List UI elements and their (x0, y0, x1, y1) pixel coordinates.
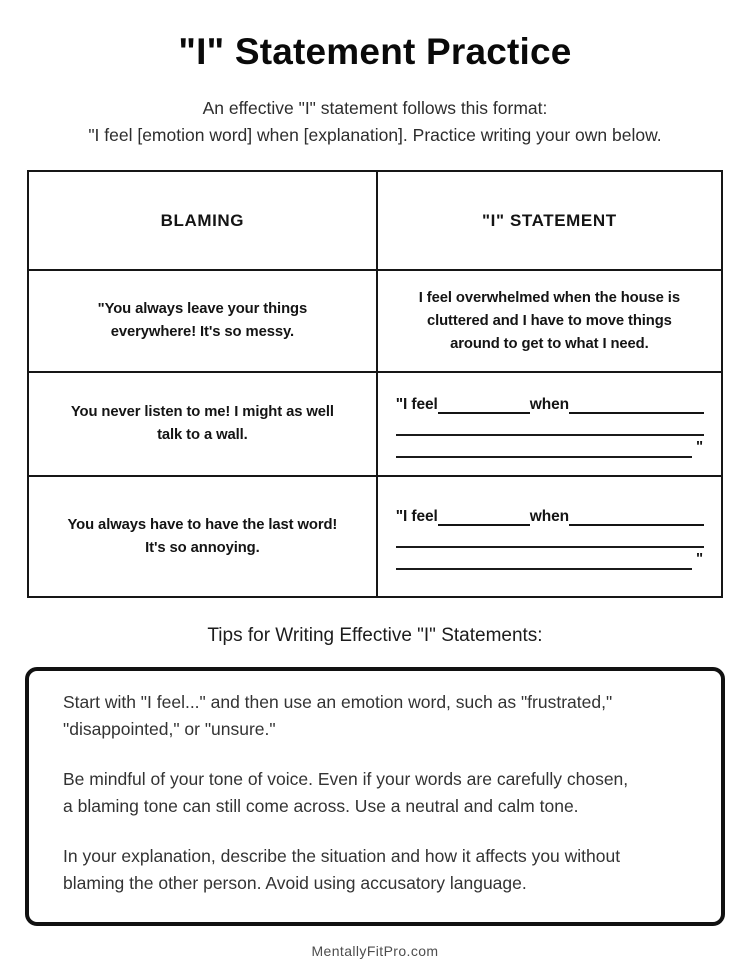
when-label: when (529, 395, 569, 413)
column-header-blaming: BLAMING (29, 172, 378, 269)
blaming-example-3: You always have to have the last word! It's so annoying. (29, 475, 378, 596)
write-in-line-2b[interactable] (396, 548, 692, 570)
write-in-line-2b-row (396, 548, 704, 570)
blaming-example-1: "You always leave your things everywhere! It's so messy. (29, 269, 378, 371)
i-statement-fill-in-2 (378, 475, 721, 596)
i-statement-example-1: I feel overwhelmed when the house is cluttered and I have to move things around to get to what I need. (378, 269, 721, 371)
tips-heading: Tips for Writing Effective "I" Statements: (207, 625, 543, 646)
format-instructions (0, 95, 750, 149)
blaming-example-2: You never listen to me! I might as well talk to a wall. (29, 371, 378, 475)
tip-item-1: Start with "I feel..." and then use an emotion word, such as "frustrated," "disappointed," or "unsure." (63, 692, 613, 739)
closing-quote-1: " (695, 437, 703, 455)
fill-prompt-line-2 (396, 507, 704, 526)
page-title: "I" Statement Practice (178, 31, 572, 72)
column-header-i-statement: "I" STATEMENT (482, 211, 617, 230)
write-in-line-1b[interactable] (396, 436, 692, 458)
tip-item-3: In your explanation, describe the situation and how it affects you without blaming the other person. Avoid using accusatory language. (63, 846, 621, 893)
when-label: when (529, 508, 569, 525)
write-in-line-2a[interactable] (396, 526, 704, 548)
i-feel-label: "I feel (395, 395, 438, 413)
i-feel-label: "I feel (395, 508, 438, 525)
write-in-line-1a[interactable] (396, 414, 704, 436)
i-statement-fill-in-1 (378, 371, 721, 475)
subtitle-line-1: An effective "I" statement follows this format: (202, 98, 548, 118)
closing-quote-2: " (695, 550, 703, 567)
write-in-line-1b-row (396, 436, 704, 458)
tips-box (25, 667, 725, 926)
subtitle-line-2: "I feel [emotion word] when [explanation]. Practice writing your own below. (88, 125, 662, 145)
footer-site-link[interactable]: MentallyFitPro.com (311, 943, 439, 959)
tip-item-2: Be mindful of your tone of voice. Even if your words are carefully chosen, a blaming tone can still come across. Use a neutral and calm tone. (63, 769, 629, 816)
practice-table (27, 170, 723, 598)
footer (0, 943, 750, 959)
fill-prompt-line-1 (396, 395, 704, 414)
